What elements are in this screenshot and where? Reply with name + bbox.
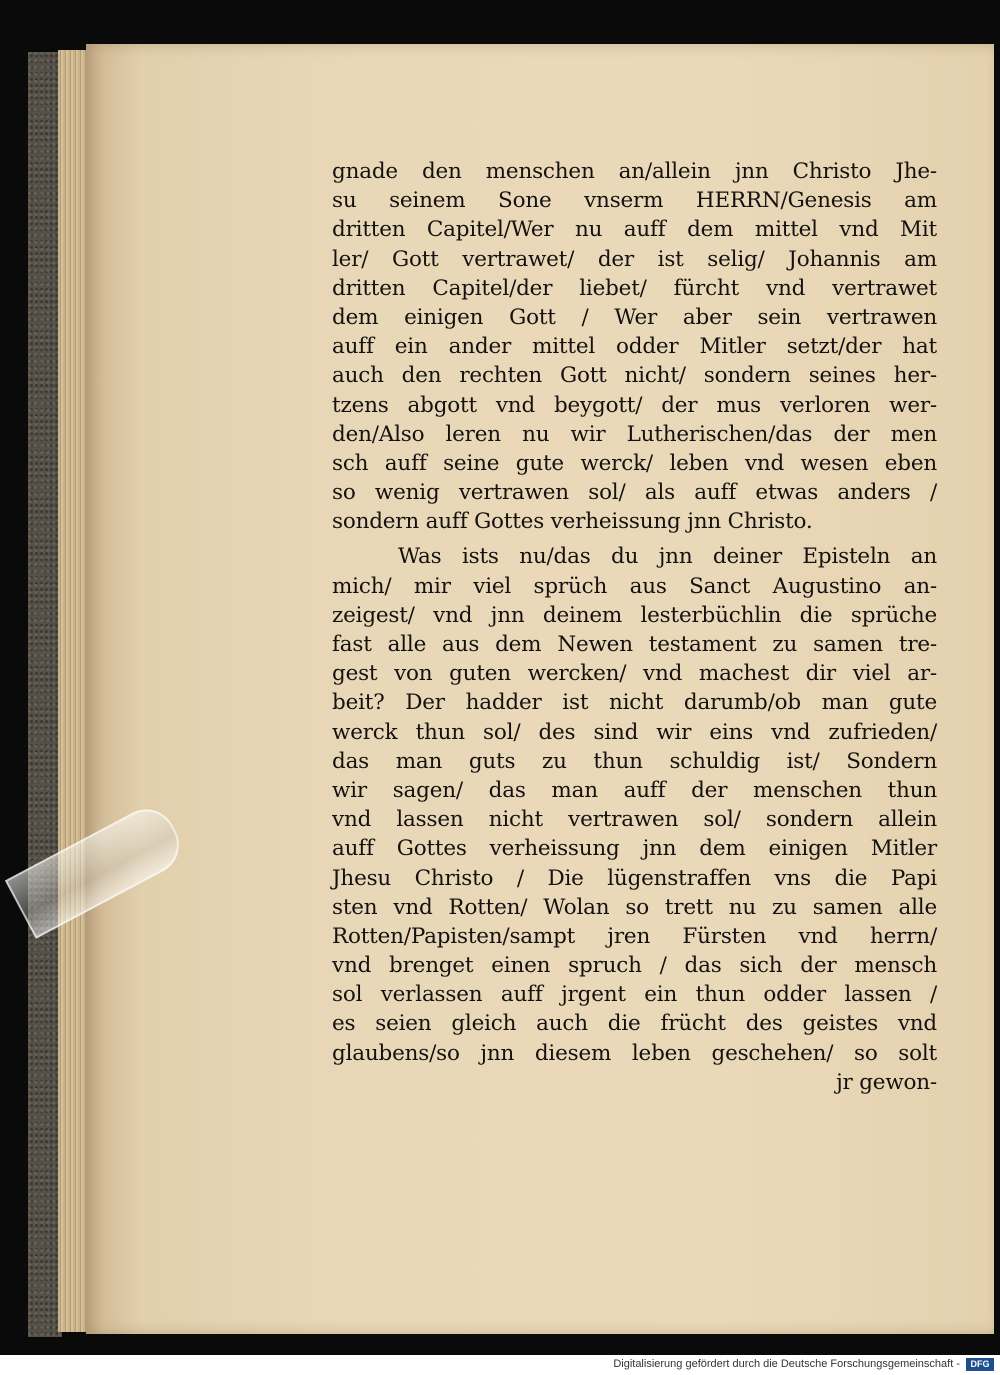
text-line: tzens abgott vnd beygott/ der mus verloren wer- xyxy=(332,392,937,418)
text-line: auff Gottes verheissung jnn dem einigen Mitler xyxy=(332,836,937,862)
text-line: su seinem Sone vnserm HERRN/Genesis am xyxy=(332,188,937,214)
text-line: glaubens/so jnn diesem leben geschehen/ so solt xyxy=(332,1040,937,1066)
text-line: gest von guten wercken/ vnd machest dir viel ar- xyxy=(332,661,937,687)
text-line: sondern auff Gottes verheissung jnn Christo. xyxy=(332,509,813,535)
footer-bar xyxy=(0,1355,1000,1375)
footer-credit: Digitalisierung gefördert durch die Deutsche Forschungsgemeinschaft - xyxy=(613,1358,960,1370)
text-line: Jhesu Christo / Die lügenstraffen vns die Papi xyxy=(332,865,937,891)
dfg-logo-icon: DFG xyxy=(966,1358,994,1371)
text-line: auch den rechten Gott nicht/ sondern seines her- xyxy=(332,363,937,389)
text-line: das man guts zu thun schuldig ist/ Sondern xyxy=(332,748,937,774)
text-line: gnade den menschen an/allein jnn Christo Jhe- xyxy=(332,159,937,184)
text-line: wir sagen/ das man auff der menschen thun xyxy=(332,777,937,803)
text-line: auff ein ander mittel odder Mitler setzt/der hat xyxy=(332,334,937,360)
book-cover-board xyxy=(28,52,62,1337)
page-text xyxy=(332,157,937,1097)
text-line: dritten Capitel/Wer nu auff dem mittel vnd Mit xyxy=(332,217,937,243)
text-line: zeigest/ vnd jnn deinem lesterbüchlin die sprüche xyxy=(332,602,937,628)
text-line: sten vnd Rotten/ Wolan so trett nu zu samen alle xyxy=(332,894,937,920)
text-line: fast alle aus dem Newen testament zu samen tre- xyxy=(332,632,937,657)
paragraph-1 xyxy=(332,157,937,536)
text-line: den/Also leren nu wir Lutherischen/das der men xyxy=(332,421,937,447)
text-line: werck thun sol/ des sind wir eins vnd zufrieden/ xyxy=(332,719,937,745)
text-line: dritten Capitel/der liebet/ fürcht vnd vertrawet xyxy=(332,275,937,301)
text-line: sch auff seine gute werck/ leben vnd wesen eben xyxy=(332,450,937,476)
text-line: Was ists nu/das du jnn deiner Episteln an xyxy=(398,544,937,570)
paragraph-2 xyxy=(332,542,937,1067)
text-line: sol verlassen auff jrgent ein thun odder lassen / xyxy=(332,982,937,1008)
text-line: dem einigen Gott / Wer aber sein vertrawen xyxy=(332,304,937,330)
text-line: beit? Der hadder ist nicht darumb/ob man gute xyxy=(332,690,937,716)
text-line: ler/ Gott vertrawet/ der ist selig/ Johannis am xyxy=(332,246,937,272)
text-line: Rotten/Papisten/sampt jren Fürsten vnd herrn/ xyxy=(332,923,937,949)
text-line: vnd brenget einen spruch / das sich der mensch xyxy=(332,953,937,979)
catchword: jr gewon- xyxy=(836,1069,937,1095)
text-line: mich/ mir viel sprüch aus Sanct Augustino an- xyxy=(332,573,937,599)
text-line: so wenig vertrawen sol/ als auff etwas anders / xyxy=(332,480,937,506)
text-line: vnd lassen nicht vertrawen sol/ sondern allein xyxy=(332,807,937,833)
text-line: es seien gleich auch die frücht des geistes vnd xyxy=(332,1011,937,1037)
